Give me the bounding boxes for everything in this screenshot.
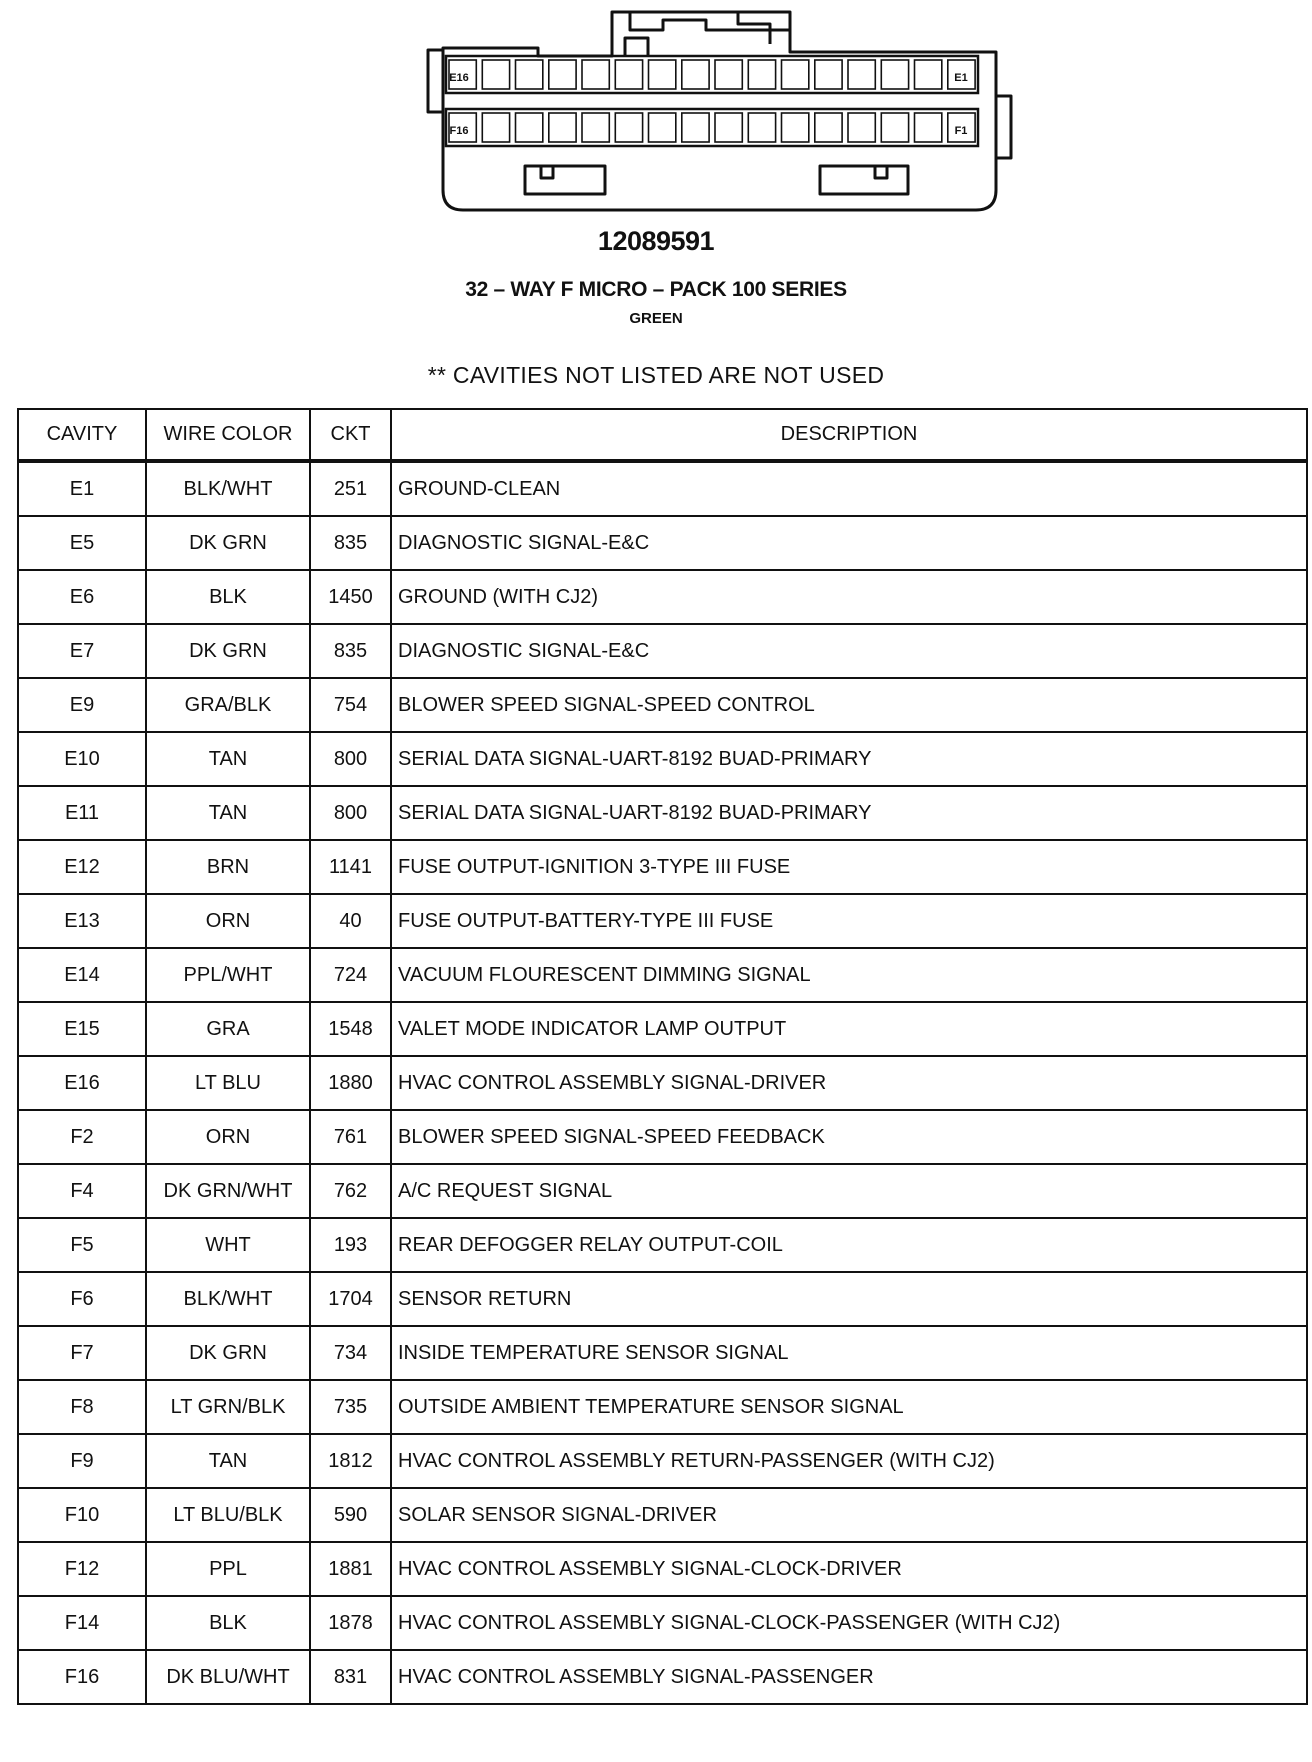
row-f-right-label: F1	[954, 125, 968, 137]
description-cell: HVAC CONTROL ASSEMBLY SIGNAL-CLOCK-PASSENGER (WITH CJ2)	[391, 1596, 1307, 1650]
row-e-cavity	[549, 60, 576, 89]
row-e-cavity	[881, 60, 908, 89]
description-cell: VALET MODE INDICATOR LAMP OUTPUT	[391, 1002, 1307, 1056]
circuit-cell: 1704	[310, 1272, 391, 1326]
circuit-cell: 1878	[310, 1596, 391, 1650]
cavity-cell: E12	[18, 840, 146, 894]
cavity-cell: F8	[18, 1380, 146, 1434]
connector-title: 32 – WAY F MICRO – PACK 100 SERIES	[465, 278, 847, 301]
table-row	[18, 1326, 1307, 1380]
row-e-cavity	[848, 60, 875, 89]
circuit-cell: 1812	[310, 1434, 391, 1488]
connector-right-key	[820, 166, 908, 194]
wire-color-cell: BLK/WHT	[146, 1272, 310, 1326]
row-f-cavity	[582, 113, 609, 142]
row-f-cavity	[715, 113, 742, 142]
row-f-cavity	[649, 113, 676, 142]
table-row	[18, 732, 1307, 786]
circuit-cell: 835	[310, 624, 391, 678]
description-cell: BLOWER SPEED SIGNAL-SPEED CONTROL	[391, 678, 1307, 732]
row-f-cavity	[848, 113, 875, 142]
row-e-cavity	[715, 60, 742, 89]
row-e-cavity	[615, 60, 642, 89]
row-e-cavity	[815, 60, 842, 89]
circuit-cell: 1880	[310, 1056, 391, 1110]
table-row	[18, 1650, 1307, 1704]
connector-right-latch	[996, 96, 1011, 158]
circuit-cell: 1450	[310, 570, 391, 624]
header-wire-color: WIRE COLOR	[146, 409, 310, 461]
table-row	[18, 840, 1307, 894]
cavity-cell: F5	[18, 1218, 146, 1272]
connector-lock-tab	[630, 12, 790, 30]
row-e-cavity	[682, 60, 709, 89]
description-cell: VACUUM FLOURESCENT DIMMING SIGNAL	[391, 948, 1307, 1002]
row-f-cavity	[782, 113, 809, 142]
circuit-cell: 800	[310, 786, 391, 840]
circuit-cell: 761	[310, 1110, 391, 1164]
row-e-cavity-strip	[446, 56, 978, 93]
wire-color-cell: ORN	[146, 894, 310, 948]
row-f-cavity-strip	[446, 109, 978, 146]
header-cavity: CAVITY	[18, 409, 146, 461]
wire-color-cell: LT GRN/BLK	[146, 1380, 310, 1434]
wire-color-cell: DK GRN	[146, 624, 310, 678]
description-cell: SENSOR RETURN	[391, 1272, 1307, 1326]
cavity-cell: F2	[18, 1110, 146, 1164]
cavity-cell: F9	[18, 1434, 146, 1488]
wire-color-cell: TAN	[146, 732, 310, 786]
cavity-cell: E7	[18, 624, 146, 678]
part-number: 12089591	[597, 226, 715, 256]
header-description: DESCRIPTION	[391, 409, 1307, 461]
cavity-cell: F12	[18, 1542, 146, 1596]
row-e-left-label: E16	[449, 72, 469, 84]
circuit-cell: 251	[310, 461, 391, 516]
circuit-cell: 1548	[310, 1002, 391, 1056]
cavity-cell: E15	[18, 1002, 146, 1056]
cavity-cell: F7	[18, 1326, 146, 1380]
description-cell: OUTSIDE AMBIENT TEMPERATURE SENSOR SIGNAL	[391, 1380, 1307, 1434]
table-row	[18, 786, 1307, 840]
table-row	[18, 1002, 1307, 1056]
table-row	[18, 1272, 1307, 1326]
table-row	[18, 678, 1307, 732]
table-row	[18, 1110, 1307, 1164]
cavity-cell: E5	[18, 516, 146, 570]
table-row	[18, 624, 1307, 678]
cavity-cell: E1	[18, 461, 146, 516]
circuit-cell: 193	[310, 1218, 391, 1272]
table-row	[18, 1542, 1307, 1596]
row-f-cavity	[682, 113, 709, 142]
wire-color-cell: LT BLU/BLK	[146, 1488, 310, 1542]
row-f-cavity	[915, 113, 942, 142]
connector-face-diagram	[0, 0, 1312, 220]
row-f-cavity	[748, 113, 775, 142]
description-cell: BLOWER SPEED SIGNAL-SPEED FEEDBACK	[391, 1110, 1307, 1164]
description-cell: SOLAR SENSOR SIGNAL-DRIVER	[391, 1488, 1307, 1542]
description-cell: DIAGNOSTIC SIGNAL-E&C	[391, 516, 1307, 570]
wire-color-cell: BLK/WHT	[146, 461, 310, 516]
circuit-cell: 1141	[310, 840, 391, 894]
description-cell: FUSE OUTPUT-IGNITION 3-TYPE III FUSE	[391, 840, 1307, 894]
table-row	[18, 1596, 1307, 1650]
wire-color-cell: LT BLU	[146, 1056, 310, 1110]
cavity-cell: E10	[18, 732, 146, 786]
table-row	[18, 1056, 1307, 1110]
description-cell: HVAC CONTROL ASSEMBLY SIGNAL-CLOCK-DRIVER	[391, 1542, 1307, 1596]
wire-color-cell: GRA/BLK	[146, 678, 310, 732]
wire-color-cell: PPL	[146, 1542, 310, 1596]
wire-color-cell: PPL/WHT	[146, 948, 310, 1002]
circuit-cell: 754	[310, 678, 391, 732]
wire-color-cell: DK BLU/WHT	[146, 1650, 310, 1704]
cavity-cell: E6	[18, 570, 146, 624]
wire-color-cell: ORN	[146, 1110, 310, 1164]
circuit-cell: 831	[310, 1650, 391, 1704]
row-e-right-label: E1	[954, 72, 968, 84]
row-f-cavity	[815, 113, 842, 142]
cavity-cell: F4	[18, 1164, 146, 1218]
pinout-table	[17, 408, 1308, 1705]
description-cell: INSIDE TEMPERATURE SENSOR SIGNAL	[391, 1326, 1307, 1380]
table-row	[18, 894, 1307, 948]
row-f-left-label: F16	[449, 125, 469, 137]
table-row	[18, 948, 1307, 1002]
circuit-cell: 590	[310, 1488, 391, 1542]
wire-color-cell: BRN	[146, 840, 310, 894]
description-cell: SERIAL DATA SIGNAL-UART-8192 BUAD-PRIMARY	[391, 786, 1307, 840]
circuit-cell: 734	[310, 1326, 391, 1380]
cavity-cell: F16	[18, 1650, 146, 1704]
connector-left-key	[525, 166, 605, 194]
row-e-cavity	[649, 60, 676, 89]
wire-color-cell: BLK	[146, 570, 310, 624]
table-row	[18, 516, 1307, 570]
description-cell: GROUND (WITH CJ2)	[391, 570, 1307, 624]
row-e-cavity	[516, 60, 543, 89]
row-f-cavity	[516, 113, 543, 142]
circuit-cell: 40	[310, 894, 391, 948]
row-e-cavity	[482, 60, 509, 89]
wire-color-cell: GRA	[146, 1002, 310, 1056]
circuit-cell: 724	[310, 948, 391, 1002]
table-row	[18, 1488, 1307, 1542]
wire-color-cell: TAN	[146, 1434, 310, 1488]
row-f-cavity	[482, 113, 509, 142]
table-row	[18, 570, 1307, 624]
description-cell: HVAC CONTROL ASSEMBLY SIGNAL-PASSENGER	[391, 1650, 1307, 1704]
wire-color-cell: DK GRN	[146, 516, 310, 570]
cavity-cell: F6	[18, 1272, 146, 1326]
cavity-cell: F10	[18, 1488, 146, 1542]
row-e-cavity	[782, 60, 809, 89]
circuit-cell: 1881	[310, 1542, 391, 1596]
cavity-cell: E9	[18, 678, 146, 732]
cavity-cell: E16	[18, 1056, 146, 1110]
circuit-cell: 762	[310, 1164, 391, 1218]
description-cell: HVAC CONTROL ASSEMBLY RETURN-PASSENGER (WITH CJ2)	[391, 1434, 1307, 1488]
description-cell: GROUND-CLEAN	[391, 461, 1307, 516]
wire-color-cell: DK GRN/WHT	[146, 1164, 310, 1218]
circuit-cell: 800	[310, 732, 391, 786]
description-cell: REAR DEFOGGER RELAY OUTPUT-COIL	[391, 1218, 1307, 1272]
table-row	[18, 461, 1307, 516]
row-f-cavity	[549, 113, 576, 142]
header-ckt: CKT	[310, 409, 391, 461]
row-e-cavity	[582, 60, 609, 89]
wire-color-cell: TAN	[146, 786, 310, 840]
description-cell: DIAGNOSTIC SIGNAL-E&C	[391, 624, 1307, 678]
row-e-cavity	[748, 60, 775, 89]
pin-cavity-grid	[446, 56, 978, 146]
cavity-cell: E14	[18, 948, 146, 1002]
row-e-cavity	[915, 60, 942, 89]
description-cell: FUSE OUTPUT-BATTERY-TYPE III FUSE	[391, 894, 1307, 948]
table-row	[18, 1380, 1307, 1434]
table-header-row	[18, 409, 1307, 461]
table-row	[18, 1434, 1307, 1488]
connector-color: GREEN	[629, 310, 683, 327]
circuit-cell: 735	[310, 1380, 391, 1434]
unused-cavities-note: ** CAVITIES NOT LISTED ARE NOT USED	[427, 362, 885, 388]
wire-color-cell: WHT	[146, 1218, 310, 1272]
row-f-cavity	[615, 113, 642, 142]
wire-color-cell: BLK	[146, 1596, 310, 1650]
cavity-cell: F14	[18, 1596, 146, 1650]
connector-left-latch	[428, 50, 443, 112]
table-row	[18, 1218, 1307, 1272]
description-cell: A/C REQUEST SIGNAL	[391, 1164, 1307, 1218]
row-f-cavity	[881, 113, 908, 142]
description-cell: HVAC CONTROL ASSEMBLY SIGNAL-DRIVER	[391, 1056, 1307, 1110]
circuit-cell: 835	[310, 516, 391, 570]
table-row	[18, 1164, 1307, 1218]
cavity-cell: E13	[18, 894, 146, 948]
wire-color-cell: DK GRN	[146, 1326, 310, 1380]
description-cell: SERIAL DATA SIGNAL-UART-8192 BUAD-PRIMARY	[391, 732, 1307, 786]
cavity-cell: E11	[18, 786, 146, 840]
